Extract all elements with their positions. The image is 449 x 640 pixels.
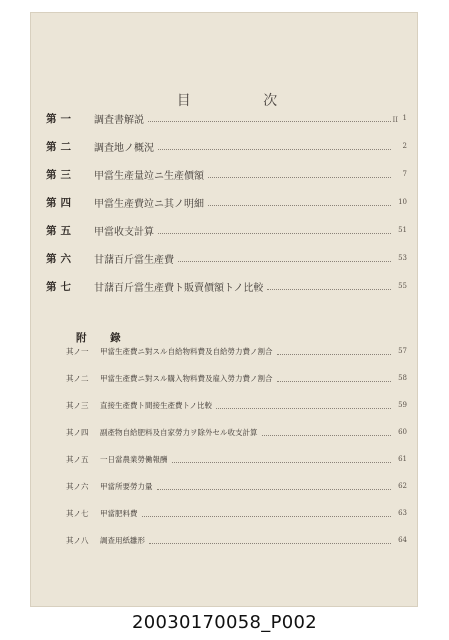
entry-title: 一日當農業勞働報酬 — [100, 454, 168, 464]
entry-title: 甲當所要勞力量 — [100, 481, 153, 491]
entry-page: 2 — [402, 142, 407, 150]
entry-page: 7 — [402, 170, 407, 178]
entry-page: 57 — [398, 347, 407, 355]
appendix-heading: 附 錄 — [76, 332, 131, 344]
entry-number: 其ノ三 — [66, 400, 89, 410]
entry-page: 53 — [398, 254, 407, 262]
dot-leader — [148, 120, 391, 122]
entry-number: 第四 — [46, 196, 75, 209]
entry-number: 其ノ六 — [66, 481, 89, 491]
appendix-row — [66, 478, 407, 494]
entry-title: 甲當生產費ニ對スル自給物料費及自給勞力費ノ割合 — [100, 346, 273, 356]
entry-number: 其ノ二 — [66, 373, 89, 383]
chapter-row — [46, 278, 407, 294]
entry-number: 第五 — [46, 224, 75, 237]
appendix-row — [66, 505, 407, 521]
entry-page: 1 — [402, 114, 407, 122]
entry-page: 63 — [398, 509, 407, 517]
dot-leader — [172, 461, 392, 463]
dot-leader — [158, 232, 391, 234]
entry-page: 60 — [398, 428, 407, 436]
entry-page: 64 — [398, 536, 407, 544]
dot-leader — [208, 204, 391, 206]
entry-title: 甲當生產量竝ニ生產價額 — [94, 170, 204, 182]
appendix-row — [66, 451, 407, 467]
dot-leader — [178, 260, 391, 262]
entry-number: 其ノ五 — [66, 454, 89, 464]
entry-page: 55 — [398, 282, 407, 290]
entry-page: 51 — [398, 226, 407, 234]
entry-page: 61 — [398, 455, 407, 463]
entry-number: 其ノ一 — [66, 346, 89, 356]
chapter-row — [46, 194, 407, 210]
dot-leader — [142, 515, 392, 517]
dot-leader — [216, 407, 391, 409]
chapter-row — [46, 138, 407, 154]
entry-title: 甲當肥料費 — [100, 508, 138, 518]
entry-title: 調查用紙雛形 — [100, 535, 145, 545]
entry-title: 甘藷百斤當生產費 — [94, 254, 174, 266]
dot-leader — [267, 288, 391, 290]
entry-page: 10 — [398, 198, 407, 206]
chapter-row — [46, 250, 407, 266]
entry-title: 直接生產費ト間接生產費トノ比較 — [100, 400, 213, 410]
page-title: 目 次 — [176, 93, 312, 109]
entry-title: 甲當收支計算 — [94, 226, 154, 238]
dot-leader — [149, 542, 391, 544]
entry-number: 第七 — [46, 280, 75, 293]
image-caption: 20030170058_P002 — [132, 612, 317, 633]
entry-page: 62 — [398, 482, 407, 490]
entry-page: 58 — [398, 374, 407, 382]
appendix-row — [66, 424, 407, 440]
appendix-row — [66, 343, 407, 359]
entry-number: 其ノ八 — [66, 535, 89, 545]
dot-leader — [262, 434, 392, 436]
entry-title: 甘藷百斤當生產費ト販賣價額トノ比較 — [94, 282, 264, 294]
dot-leader — [277, 353, 392, 355]
chapter-row — [46, 166, 407, 182]
entry-title: 甲當生產費ニ對スル購入物料費及雇入勞力費ノ割合 — [100, 373, 273, 383]
dot-leader — [158, 148, 391, 150]
dot-leader — [157, 488, 392, 490]
entry-number: 第二 — [46, 140, 75, 153]
entry-title: 副產物自給肥料及自家勞力ヲ除外セル收支計算 — [100, 427, 258, 437]
chapter-row — [46, 222, 407, 238]
roman-page-number: II — [392, 116, 398, 124]
entry-page: 59 — [398, 401, 407, 409]
entry-title: 調査地ノ概況 — [94, 142, 154, 154]
entry-number: 第六 — [46, 252, 75, 265]
chapter-row — [46, 110, 407, 126]
dot-leader — [277, 380, 392, 382]
appendix-row — [66, 397, 407, 413]
entry-number: 其ノ四 — [66, 427, 89, 437]
dot-leader — [208, 176, 391, 178]
appendix-row — [66, 370, 407, 386]
entry-title: 甲當生產費竝ニ其ノ明細 — [94, 198, 204, 210]
entry-number: 其ノ七 — [66, 508, 89, 518]
entry-title: 調査書解説 — [94, 114, 144, 126]
entry-number: 第三 — [46, 168, 75, 181]
entry-number: 第一 — [46, 112, 75, 125]
appendix-row — [66, 532, 407, 548]
